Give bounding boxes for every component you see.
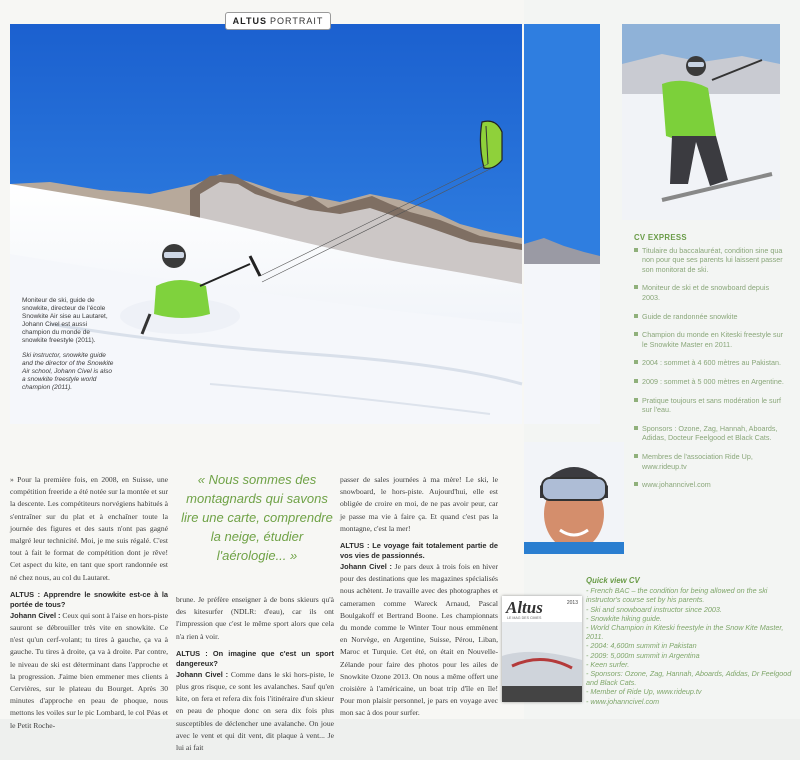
caption-fr: Moniteur de ski, guide de snowkite, directeur de l'école Snowkite Air sise au Lautaret, Johann Civel est aussi champion du monde de snowkite freestyle (2011). bbox=[22, 297, 108, 344]
cv-item: Sponsors : Ozone, Zag, Hannah, Aboards, Adidas, Docteur Feelgood et Black Cats. bbox=[634, 424, 784, 443]
quick-view-item: - www.johanncivel.com bbox=[586, 696, 660, 706]
cv-item: 2009 : sommet à 5 000 mètres en Argentine. bbox=[634, 377, 784, 387]
cv-item: Membres de l'association Ride Up, www.rideup.tv bbox=[634, 452, 784, 471]
quick-view-item: - 2009: 5,000m summit in Argentina bbox=[586, 650, 700, 660]
quick-view-item: - Sponsors: Ozone, Zag, Hannah, Aboards, Adidas, Dr Feelgood and Black Cats. bbox=[586, 669, 792, 688]
answer-text: Ceux qui sont à l'aise en hors-piste sauront se débrouiller très vite en snowkite. Ce n'est qu'un cerf-volant; tu tires à gauche, ça va à gauche. Tu tires à droite, ça va à droite. Par contre, le niveau de ski est déterminant dans l'approche et la progression. J'aime bien emmener mes clients à Cervières, sur le plateau du Bourget. Après 30 minutes d'approche en peau de phoque, nous mettons les voiles sur le pic Lombard, le col Péas et le Petit Roche- bbox=[10, 610, 168, 730]
question-text: Le voyage fait totalement partie de vos vies de passionnés. bbox=[340, 541, 498, 561]
answer-speaker: Johann Civel : bbox=[10, 610, 61, 620]
header-section: PORTRAIT bbox=[270, 16, 324, 26]
article-column-1 bbox=[10, 474, 168, 738]
cover-year: 2013 bbox=[566, 600, 578, 606]
question-brand: ALTUS : bbox=[176, 648, 208, 658]
quick-view-item: - Snowkite hiking guide. bbox=[586, 613, 662, 623]
interview-question bbox=[340, 541, 498, 561]
question-brand: ALTUS : bbox=[10, 589, 41, 599]
quick-view-title: Quick view CV bbox=[586, 576, 640, 585]
caption-en: Ski instructor, snowkite guide and the director of the Snowkite Air school, Johann Civel is also a snowkite freestyle world champion (2011). bbox=[22, 352, 114, 391]
face-portrait-photo bbox=[524, 442, 624, 554]
article-column-3 bbox=[340, 474, 498, 726]
answer-speaker: Johann Civel : bbox=[340, 562, 393, 572]
strip-photo bbox=[524, 24, 600, 424]
article-paragraph: brune. Je préfère enseigner à de bons skieurs qu'à des kitesurfer (NDLR: d'eau), car ils ont l'impression que c'est le même sport alors que cela n'a rien à voir. bbox=[176, 595, 334, 641]
goggles-face-image bbox=[524, 442, 624, 554]
question-text: Apprendre le snowkite est-ce à la portée de tous? bbox=[10, 589, 168, 609]
mountain-strip-image bbox=[524, 24, 600, 424]
pull-quote: « Nous sommes des montagnards qui savons lire une carte, comprendre la neige, étudier l'aérologie... » bbox=[181, 472, 333, 563]
cv-item: Guide de randonnée snowkite bbox=[634, 312, 784, 322]
question-text: On imagine que c'est un sport dangereux? bbox=[176, 648, 334, 668]
article-column-2 bbox=[176, 594, 334, 760]
interview-question bbox=[176, 649, 334, 669]
header-brand: ALTUS bbox=[232, 16, 267, 26]
answer-text: Je pars deux à trois fois en hiver pour des destinations que les magazines spécialisés nous achètent. Je travaille avec des photographes et cameramen comme Wareck Arnaud, Pascal Boulgakoff et Bertrand Boone. Les championnats du monde comme le Winter Tour nous emmènent en Norvège, en Argentine, Suisse, Pérou, Liban, Maroc et Turquie. Cet été, on était en Nouvelle-Zélande pour faire des photos pour les ailes de Snowkite Ozone 2013. On nous a même offert une croisière à l'américaine, un boat trip d'île en île! Pour mon plaisir personnel, je pars en voyage avec mon sac à dos pour surfer. bbox=[340, 562, 498, 718]
quick-view-item: - World Champion in Kiteski freestyle in the Snow Kite Master, 2011. bbox=[586, 623, 784, 642]
interview-question bbox=[10, 590, 168, 610]
section-header bbox=[225, 12, 331, 30]
quick-view-item: - French BAC – the condition for being allowed on the ski instructor's course set by his parents. bbox=[586, 586, 768, 605]
kite-icon bbox=[480, 121, 502, 168]
photo-caption bbox=[22, 297, 114, 399]
cover-subtitle: LE MAG DES CIMES bbox=[507, 616, 542, 620]
magazine-cover-thumbnail bbox=[502, 596, 582, 702]
quick-view-cv-box bbox=[586, 576, 798, 706]
article-paragraph: passer de sales journées à ma mère! Le ski, le snowboard, le hors-piste. Aujourd'hui, elle est obligée de croire en moi, de ne pas avoir peur, car je passe ma vie à faire ça. Et quand c'est pas la montagne, c'est la mer! bbox=[340, 475, 498, 533]
cv-express-title: CV EXPRESS bbox=[634, 233, 687, 242]
cv-item: 2004 : sommet à 4 600 mètres au Pakistan. bbox=[634, 358, 784, 368]
cv-express-box bbox=[634, 233, 784, 499]
cv-item: www.johanncivel.com bbox=[634, 480, 784, 490]
cover-logo: Altus bbox=[506, 598, 543, 617]
cv-item: Champion du monde en Kiteski freestyle sur le Snowkite Master en 2011. bbox=[634, 330, 784, 349]
cv-item: Titulaire du baccalauréat, condition sine qua non pour que ses parents lui laissent passer son monitorat de ski. bbox=[634, 246, 784, 275]
answer-text: Comme dans le ski hors-piste, le plus gros risque, ce sont les avalanches. Sauf qu'en kite, on fera et refera dix fois l'itinéraire d'un skieur en peau de phoque donc on sera dix fois plus susceptibles de déclencher une avalanche. On joue avec le vent et qui dit vent, dit plaque à vent... Je lui ai fait bbox=[176, 669, 334, 753]
cv-item: Moniteur de ski et de snowboard depuis 2003. bbox=[634, 283, 784, 302]
kiter-on-snow-image bbox=[622, 24, 780, 220]
answer-speaker: Johann Civel : bbox=[176, 669, 229, 679]
cv-item: Pratique toujours et sans modération le surf sur l'eau. bbox=[634, 396, 784, 415]
quick-view-item: - 2004: 4,600m summit in Pakistan bbox=[586, 641, 697, 651]
article-paragraph: » Pour la première fois, en 2008, en Suisse, une compétition freeride a été notée sur la montée et sur la descente. Les compétiteurs norvégiens habitués à s'entraîner sur du plat et à enchaîner toute la journée des figures et des sauts n'ont pas gagné malgré leur technicité. Moi, je me suis régalé. C'est tout à fait le format de compétition dont je rêve! Cet aspect du kite, en tant que sport randonnée est né chez nous, au col du Lautaret. bbox=[10, 475, 168, 582]
quick-view-item: - Keen surfer. bbox=[586, 659, 630, 669]
question-brand: ALTUS : bbox=[340, 541, 370, 551]
quick-view-item: - Ski and snowboard instructor since 2003. bbox=[586, 604, 722, 614]
quick-view-item: - Member of Ride Up, www.rideup.tv bbox=[586, 687, 702, 697]
kiter-portrait-photo bbox=[622, 24, 780, 220]
